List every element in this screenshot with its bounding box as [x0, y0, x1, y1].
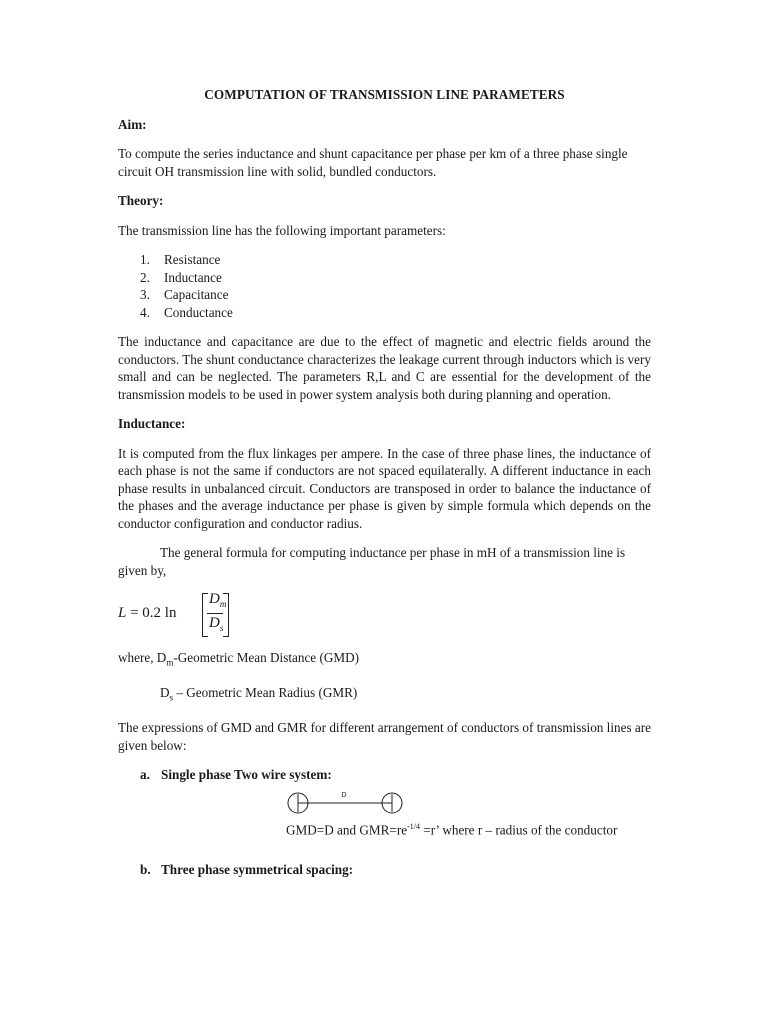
formula-intro: The general formula for computing inductance per phase in mH of a transmission line is given by,: [118, 545, 626, 578]
fraction-line: [207, 613, 223, 614]
conductor-spacing-icon: [286, 788, 406, 818]
formula-lhs: L: [118, 605, 127, 621]
theory-heading: Theory:: [118, 193, 164, 208]
aim-text: To compute the series inductance and shunt capacitance per phase per km of a three phase single circuit OH transmission line with solid, bundled conductors.: [118, 146, 628, 179]
list-item: 3. Capacitance: [140, 287, 229, 302]
formula-eq: = 0.2 ln: [126, 605, 177, 621]
formula-numerator: $D_m$: [209, 591, 227, 609]
parameter-list: [118, 251, 651, 321]
gmd-definition: where, $D_m$-Geometric Mean Distance (GMD): [118, 650, 360, 668]
gmr-definition: $D_s$ – Geometric Mean Radius (GMR): [160, 685, 358, 703]
right-bracket: [223, 593, 229, 637]
formula-denominator: $D_s$: [209, 615, 224, 633]
list-item: 1. Resistance: [140, 252, 221, 267]
document-page: [118, 86, 651, 882]
distance-label: D: [341, 791, 347, 799]
two-wire-diagram: [118, 788, 651, 818]
inductance-formula: [118, 591, 651, 639]
expressions-text: The expressions of GMD and GMR for different arrangement of conductors of transmission lines are given below:: [118, 720, 651, 753]
theory-paragraph: The inductance and capacitance are due to the effect of magnetic and electric fields around the conductors. The shunt conductance characterizes the leakage current through inductors which is very small and can be neglected. The parameters R,L and C are essential for the development of the transmission models to be used in power system analysis both during planning and operation.: [118, 334, 651, 402]
left-bracket: [202, 593, 208, 637]
inductance-paragraph: It is computed from the flux linkages per ampere. In the case of three phase lines, the inductance of each phase is not the same if conductors are not spaced equilaterally. A different inductance in each phase results in unbalanced circuit. Conductors are transposed in order to balance the inductance of the phases and the average inductance per phase is given by simple formula which depends on the conductor configuration and conductor radius.: [118, 445, 651, 531]
list-item: 2. Inductance: [140, 269, 222, 285]
list-item: 4. Conductance: [140, 304, 233, 320]
three-phase-heading: b. Three phase symmetrical spacing:: [140, 861, 354, 877]
aim-heading: Aim:: [118, 116, 147, 132]
single-phase-heading: a. Single phase Two wire system:: [140, 767, 332, 783]
theory-intro: The transmission line has the following important parameters:: [118, 222, 446, 238]
page-title: COMPUTATION OF TRANSMISSION LINE PARAMETERS: [204, 87, 565, 102]
inductance-heading: Inductance:: [118, 416, 186, 431]
gmd-gmr-expression: GMD=D and $GMR=re^{-1/4} =r$’ where r – radius of the conductor: [286, 821, 618, 838]
